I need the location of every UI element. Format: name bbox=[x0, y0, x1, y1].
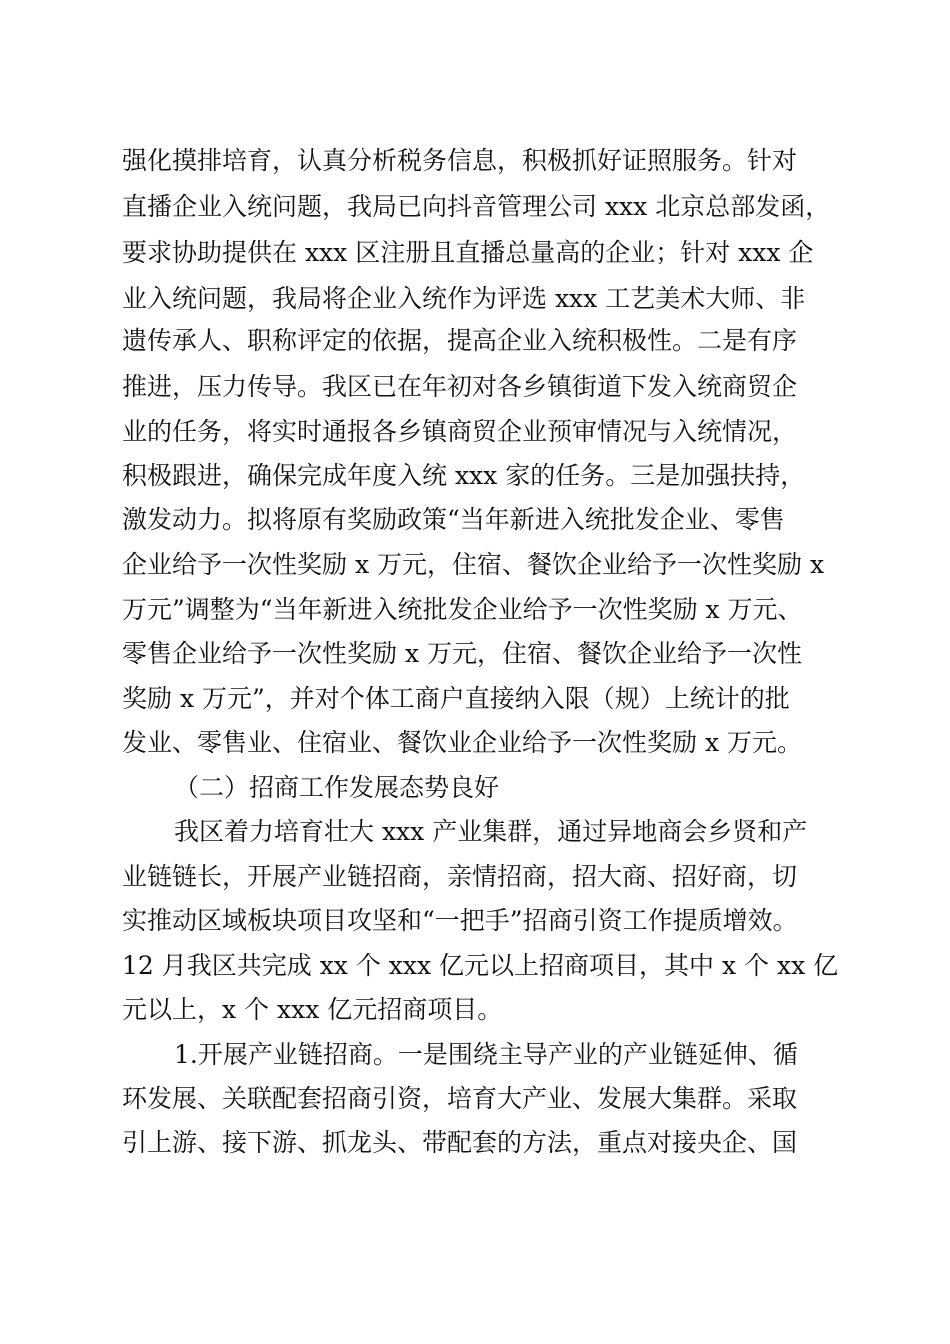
text-line: 遗传承人、职称评定的依据，提高企业入统积极性。二是有序 bbox=[122, 326, 798, 355]
text-line: 发业、零售业、住宿业、餐饮业企业给予一次性奖励 x 万元。 bbox=[122, 728, 802, 757]
text-line: 12 月我区共完成 xx 个 xxx 亿元以上招商项目，其中 x 个 xx 亿 bbox=[122, 951, 839, 980]
section-heading: （二）招商工作发展态势良好 bbox=[174, 773, 500, 802]
text-line: 企业给予一次性奖励 x 万元，住宿、餐饮企业给予一次性奖励 x bbox=[122, 550, 825, 579]
text-line: 业的任务，将实时通报各乡镇商贸企业预审情况与入统情况， bbox=[122, 417, 798, 446]
text-line: 直播企业入统问题，我局已向抖音管理公司 xxx 北京总部发函， bbox=[122, 192, 831, 221]
text-line: 引上游、接下游、抓龙头、带配套的方法，重点对接央企、国 bbox=[122, 1128, 798, 1157]
text-line: 万元”调整为“当年新进入统批发企业给予一次性奖励 x 万元、 bbox=[122, 595, 803, 624]
text-line: 元以上，x 个 xxx 亿元招商项目。 bbox=[122, 995, 503, 1024]
text-line: 积极跟进，确保完成年度入统 xxx 家的任务。三是加强扶持， bbox=[122, 461, 806, 490]
text-line: 激发动力。拟将原有奖励政策“当年新进入统批发企业、零售 bbox=[122, 505, 785, 534]
text-line: 环发展、关联配套招商引资，培育大产业、发展大集群。采取 bbox=[122, 1084, 798, 1113]
text-line: 奖励 x 万元”，并对个体工商户直接纳入限（规）上统计的批 bbox=[122, 684, 790, 713]
text-line: 零售企业给予一次性奖励 x 万元，住宿、餐饮企业给予一次性 bbox=[122, 639, 802, 668]
text-line: 要求协助提供在 xxx 区注册且直播总量高的企业；针对 xxx 企 bbox=[122, 238, 814, 267]
text-line: 业入统问题，我局将企业入统作为评选 xxx 工艺美术大师、非 bbox=[122, 284, 806, 313]
text-line: 推进，压力传导。我区已在年初对各乡镇街道下发入统商贸企 bbox=[122, 372, 798, 401]
text-line: 我区着力培育壮大 xxx 产业集群，通过异地商会乡贤和产 bbox=[174, 817, 808, 846]
text-line: 实推动区域板块项目攻坚和“一把手”招商引资工作提质增效。 bbox=[122, 906, 798, 935]
text-line: 强化摸排培育，认真分析税务信息，积极抓好证照服务。针对 bbox=[122, 146, 798, 175]
text-line: 1.开展产业链招商。一是围绕主导产业的产业链延伸、循 bbox=[174, 1040, 798, 1069]
text-line: 业链链长，开展产业链招商，亲情招商，招大商、招好商，切 bbox=[122, 862, 798, 891]
